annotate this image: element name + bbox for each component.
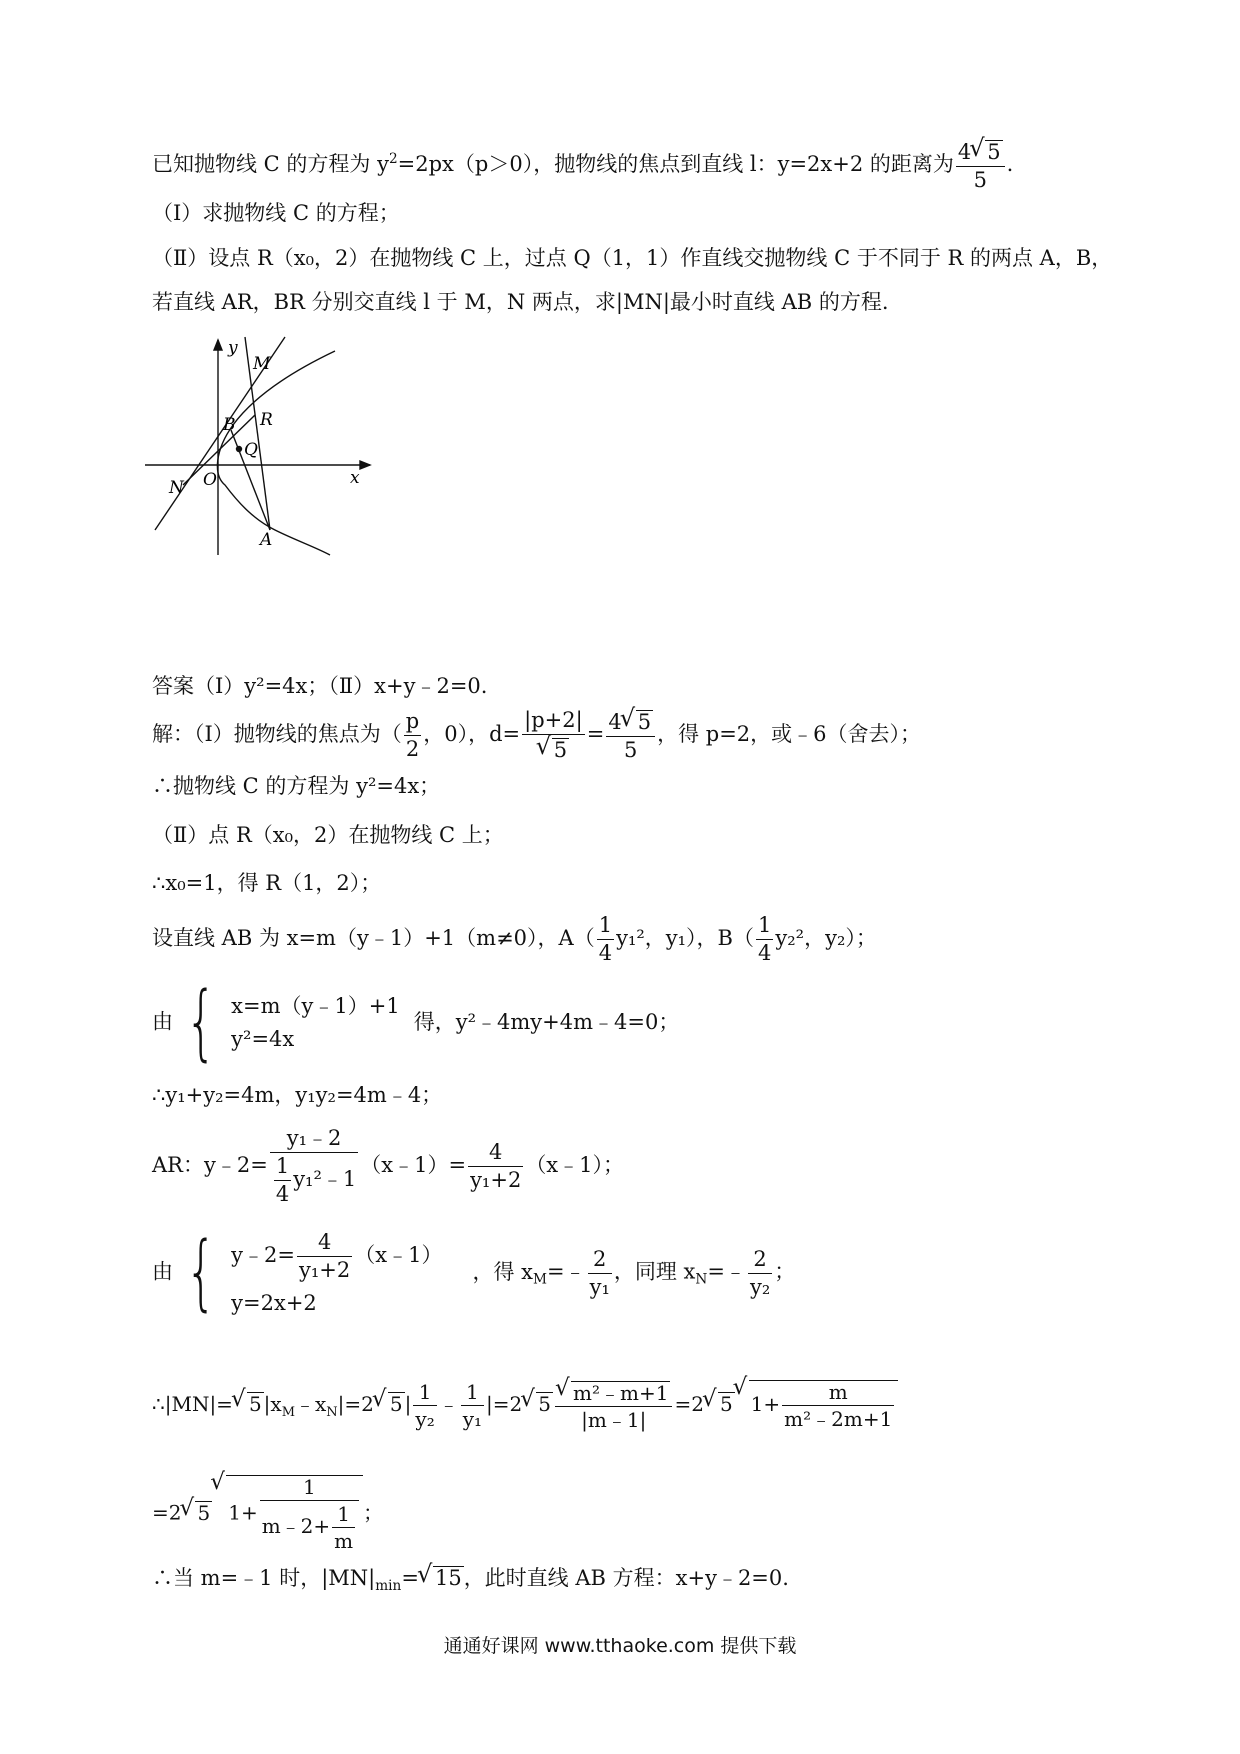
solution-step-10 xyxy=(152,1380,898,1430)
label-A: A xyxy=(260,530,273,550)
dist-num: 4 xyxy=(957,140,972,164)
label-N: N xyxy=(169,478,184,498)
solution-step-12 xyxy=(152,1566,789,1594)
s9-eq-1: =﹣ xyxy=(546,1259,586,1284)
s10-g: =2 xyxy=(674,1392,704,1416)
s9-mid: ，得 x xyxy=(472,1259,533,1284)
s10-a: |x xyxy=(263,1392,282,1416)
s10-b: ﹣x xyxy=(295,1392,327,1416)
s9-pre: 由 xyxy=(152,1259,173,1284)
solution-step-6 xyxy=(152,975,680,1070)
s5-b: y₂²，y₂）； xyxy=(775,926,877,950)
s5-pre: 设直线 AB 为 x=m（y﹣1）+1（m≠0），A（ xyxy=(152,926,595,950)
sub-min: min xyxy=(375,1578,402,1595)
solution-step-9 xyxy=(152,1225,796,1320)
distance-formula: |p+2| √ 5 xyxy=(522,710,585,761)
sub-N: N xyxy=(695,1271,708,1288)
brace-icon: { xyxy=(185,975,217,1070)
label-B: B xyxy=(223,415,236,435)
system-2-row-2: y=2x+2 xyxy=(231,1291,317,1315)
sqrt-big: √ 1+ $\frac{m}{\text{m²﹣2m+1}}$ xyxy=(735,1380,899,1429)
point-Q xyxy=(237,447,242,452)
square-exponent: 2 xyxy=(388,151,398,167)
s5-a: y₁²，y₁），B（ xyxy=(616,926,754,950)
label-x: x xyxy=(350,468,360,488)
s12-eq: = xyxy=(401,1566,419,1590)
label-R: R xyxy=(260,410,273,430)
parabola-figure xyxy=(145,338,385,565)
distance-fraction xyxy=(956,140,1005,191)
solution-step-7: ∴y₁+y₂=4m，y₁y₂=4m﹣4； xyxy=(152,1083,443,1107)
slope-AR-simplified: $\frac{4}{\text{y₁+2}}$ xyxy=(470,1140,522,1192)
s12-post: ，此时直线 AB 方程：x+y﹣2=0. xyxy=(463,1566,789,1590)
solution-step-4: ∴x₀=1，得 R（1，2）； xyxy=(152,871,382,895)
solution-step-8 xyxy=(152,1128,624,1205)
solution-step-1 xyxy=(152,710,921,761)
sub-M: M xyxy=(533,1271,547,1288)
part1-question: （Ⅰ）求抛物线 C 的方程； xyxy=(152,201,400,225)
problem-statement xyxy=(152,140,1013,191)
statement-text-a: 已知抛物线 C 的方程为 y xyxy=(152,152,389,176)
answer-line: 答案（Ⅰ）y²=4x；（Ⅱ）x+y﹣2=0. xyxy=(152,674,488,698)
part2-line1: （Ⅱ）设点 R（x₀，2）在抛物线 C 上，过点 Q（1，1）作直线交抛物线 C 于不同于 R 的两点 A，B， xyxy=(152,246,1113,270)
system-1 xyxy=(173,975,400,1070)
s10-sub-N: N xyxy=(326,1405,338,1420)
solution-step-2: ∴抛物线 C 的方程为 y²=4x； xyxy=(152,774,441,798)
period: . xyxy=(1006,152,1014,176)
s9-eq-2: =﹣ xyxy=(707,1259,746,1284)
quarter-b: $\frac{1}{4}$ xyxy=(758,913,772,965)
s10-c: |=2 xyxy=(337,1392,374,1416)
xM-fraction: $\frac{2}{\text{y₁}}$ xyxy=(589,1246,610,1299)
xN-fraction: $\frac{2}{\text{y₂}}$ xyxy=(749,1246,771,1299)
s8-mid: （x﹣1）= xyxy=(360,1153,467,1177)
solution-step-3: （Ⅱ）点 R（x₀，2）在抛物线 C 上； xyxy=(152,823,504,847)
s8-pre: AR：y﹣2= xyxy=(152,1153,268,1177)
s1-post: ，得 p=2，或﹣6（舍去）； xyxy=(657,722,922,746)
s11-pre: =2 xyxy=(152,1500,182,1525)
s10-pre: ∴|MN|= xyxy=(152,1392,233,1416)
label-O: O xyxy=(203,470,217,490)
sqrt-5: √ 5 xyxy=(971,140,1002,163)
s1-mid: ，0），d= xyxy=(423,722,521,746)
sqrt-5-b: √ 5 xyxy=(374,1392,405,1414)
s9-same: ，同理 x xyxy=(613,1259,696,1284)
p-over-2: $\frac{p}{2}$ xyxy=(405,709,420,761)
s6-pre: 由 xyxy=(152,1009,173,1034)
s6-post: 得，y²﹣4my+4m﹣4=0； xyxy=(413,1009,680,1034)
s11-end: ； xyxy=(363,1500,384,1525)
label-Q: Q xyxy=(244,440,258,460)
y-axis-arrow-icon xyxy=(214,340,222,350)
system-1-row-2: y²=4x xyxy=(231,1027,295,1051)
s10-d: | xyxy=(404,1392,412,1416)
s8-post: （x﹣1）； xyxy=(525,1153,625,1177)
s12-pre: ∴当 m=﹣1 时，|MN| xyxy=(152,1566,376,1590)
sqrt-5-c: √ 5 xyxy=(522,1392,553,1414)
system-2-row-1: y﹣2= $\frac{4}{\text{y₁+2}}$ （x﹣1） xyxy=(231,1230,443,1282)
solution-step-5 xyxy=(152,915,877,964)
slope-AR: y₁﹣2 $\frac{1}{4}$ y₁²﹣1 xyxy=(270,1128,358,1205)
sqrt-5-e: √ 5 xyxy=(181,1501,212,1523)
system-2 xyxy=(173,1225,443,1320)
system-1-row-1: x=m（y﹣1）+1 xyxy=(231,994,400,1018)
s1-pre: 解：（Ⅰ）抛物线的焦点为（ xyxy=(152,722,402,746)
sqrt-big-2: √ 1+ 1 m﹣2+ $\frac{1}{m}$ xyxy=(212,1475,363,1551)
sqrt-15: √ 15 xyxy=(419,1566,464,1589)
solution-step-11 xyxy=(152,1475,383,1551)
statement-text-b: =2px（p＞0），抛物线的焦点到直线 l：y=2x+2 的距离为 xyxy=(397,152,954,176)
s10-sub-M: M xyxy=(281,1405,296,1420)
x-axis-arrow-icon xyxy=(360,461,370,469)
s1-eq: = xyxy=(586,722,605,746)
part2-line2: 若直线 AR，BR 分别交直线 l 于 M，N 两点，求|MN|最小时直线 AB 的方程. xyxy=(152,290,889,314)
sqrt-5-d: √ 5 xyxy=(704,1392,735,1414)
label-M: M xyxy=(253,354,271,374)
s10-e: ﹣ xyxy=(438,1392,459,1416)
brace-icon: { xyxy=(185,1225,217,1320)
label-y: y xyxy=(228,338,238,358)
dist-den: 5 xyxy=(973,168,987,192)
s10-f: |=2 xyxy=(486,1392,523,1416)
distance-value: $\frac{4√ 5}{5}$ xyxy=(606,710,655,761)
mn-fraction: √ $\frac{\text{m²﹣m+1}}{|m﹣1|}$ xyxy=(555,1381,672,1430)
s9-end: ； xyxy=(774,1259,796,1284)
footer-text: 通通好课网 www.tthaoke.com 提供下载 xyxy=(443,1635,797,1657)
one-over-y2: $\frac{1}{\text{y₂}}$ xyxy=(415,1380,435,1431)
sqrt-5-a: √ 5 xyxy=(233,1392,264,1414)
one-over-y1: $\frac{1}{\text{y₁}}$ xyxy=(462,1380,483,1431)
quarter-a: $\frac{1}{4}$ xyxy=(598,913,613,965)
parabola-curve xyxy=(217,351,335,555)
